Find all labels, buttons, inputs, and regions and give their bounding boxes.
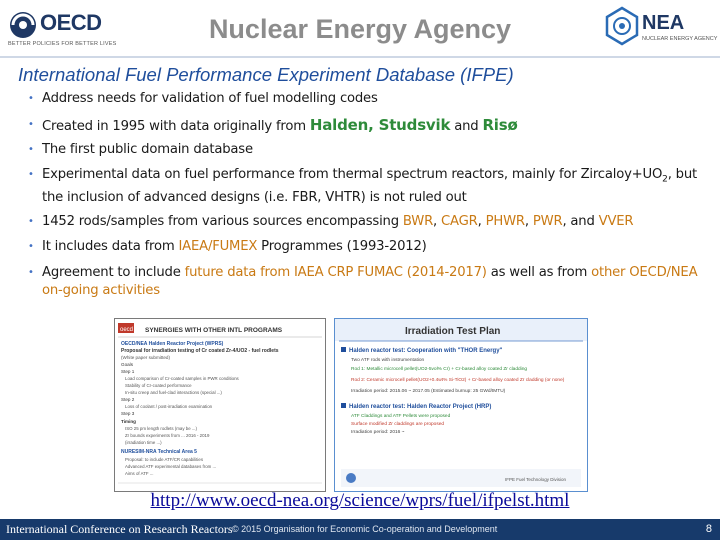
- separator: and: [450, 119, 483, 134]
- thumb-line: NURESIM-NRA Technical Area 5: [121, 449, 197, 455]
- reactor-pwr: PWR: [532, 213, 563, 229]
- separator: ,: [524, 213, 533, 229]
- bullet-text: The first public domain database: [42, 142, 253, 157]
- thumb-section1: Halden reactor test: Cooperation with "THOR Energy": [349, 348, 503, 354]
- thumb-footer: IFPE Fuel Technology Division: [505, 477, 566, 482]
- bullet-text-cont: as well as from: [486, 264, 592, 280]
- thumb-line: Two ATF rods with instrumentation: [351, 358, 425, 363]
- conference-name: International Conference on Research Reactors: [6, 522, 233, 536]
- thumb-line: Surface modified Zr claddings are proposed: [351, 422, 445, 427]
- header: [0, 0, 720, 55]
- separator: ,: [433, 213, 442, 229]
- bullet-dot-icon: •: [28, 169, 34, 180]
- copyright-notice: © 2015 Organisation for Economic Co-operation and Development: [232, 524, 498, 534]
- separator: ,: [368, 116, 379, 134]
- header-divider: [0, 56, 720, 58]
- thumb-line: (White paper submitted): [121, 355, 171, 360]
- thumbnail-irradiation-content: [335, 319, 587, 491]
- reactor-phwr: PHWR: [485, 213, 525, 229]
- halden-name: Halden: [309, 116, 369, 134]
- header-title: Nuclear Energy Agency: [208, 14, 512, 44]
- bullet-text: It includes data from: [42, 238, 179, 254]
- nea-logo: [604, 6, 716, 50]
- oecd-tagline: BETTER POLICIES FOR BETTER LIVES: [8, 41, 117, 47]
- bullet-text: Created in 1995 with data originally from: [42, 119, 310, 134]
- thumbnail-synergies: [114, 318, 326, 492]
- thumb-line: ATF Claddings and ATF Pellets were proposed: [351, 414, 451, 419]
- thumb-line: Step 1: [121, 369, 135, 374]
- thumb-line: Proposal: to include ATF/CR capabilities: [125, 457, 204, 462]
- nea-tagline: NUCLEAR ENERGY AGENCY: [642, 36, 718, 42]
- thumb-line: Advanced ATF experimental databases from ...: [125, 464, 217, 469]
- reactor-vver: VVER: [598, 213, 634, 229]
- page-number: 8: [705, 523, 712, 535]
- bullet-text: Experimental data on fuel performance from thermal spectrum reactors, mainly for Zircaloy+UO: [42, 167, 663, 182]
- bullet-text-cont: Programmes (1993-2012): [257, 238, 427, 254]
- nea-emblem-icon: [604, 6, 640, 46]
- bullet-dot-icon: •: [28, 266, 34, 278]
- thumb-line: Irradiation period: 2015.06 ~ 2017.05 (Estimated burnup: 25 GWd/tMTU): [351, 389, 506, 394]
- bullet-item: [28, 116, 708, 136]
- oecd-wordmark: OECD: [40, 10, 102, 35]
- bullet-item: [28, 264, 708, 300]
- thumb-line: ISO 25 pm length rodlets (may be ...): [125, 426, 197, 431]
- thumb-line: Proposal for irradiation testing of Cr coated Zr-4/UO2 - fuel rodlets: [121, 348, 279, 354]
- bullet-item: [28, 238, 708, 256]
- nea-wordmark: NEA: [642, 12, 685, 34]
- thumbnail-irradiation-plan: [334, 318, 588, 492]
- bullet-dot-icon: •: [28, 240, 34, 252]
- slide-title: International Fuel Performance Experiment Database (IFPE): [18, 64, 514, 85]
- thumb-line: OECD/NEA Halden Reactor Project (WPRS): [121, 341, 224, 347]
- bullet-list: [28, 90, 708, 300]
- thumb-line: Rod 1: Metallic microcell pellet(UO2-5vol% Cr) + Cr-based alloy coated Zr cladding: [351, 367, 528, 372]
- studsvik-name: Studsvik: [378, 116, 451, 134]
- thumb-line: Goals: [121, 362, 134, 367]
- thumb-badge-label: oecd: [120, 327, 134, 333]
- bullet-text-cont: , but the inclusion of advanced designs (i.e. FBR, VHTR) is not ruled out: [42, 167, 697, 205]
- separator: ,: [477, 213, 486, 229]
- thumb-line: Stability of Cr-coated performance: [125, 383, 192, 388]
- bullet-item: [28, 213, 708, 231]
- bullet-item: [28, 141, 708, 159]
- subscript: 2: [662, 174, 668, 185]
- thumb-line: Irradiation period: 2016 ~: [351, 430, 405, 435]
- reactor-cagr: CAGR: [441, 213, 478, 229]
- bullet-text: Agreement to include: [42, 264, 185, 280]
- thumbnail-synergies-content: [115, 319, 325, 491]
- thumb-heading: SYNERGIES WITH OTHER INTL PROGRAMS: [145, 327, 283, 334]
- thumb-line: Rod 2: Ceramic microcell pellet(UO2+0.4wt% Si-TiO2) + Cr-based alloy coated Zr cladding (or none): [351, 378, 565, 383]
- bullet-dot-icon: •: [28, 119, 34, 130]
- bullet-item: [28, 90, 708, 108]
- thumb-line: Timing: [121, 419, 136, 424]
- separator: , and: [562, 213, 599, 229]
- thumb-line: (irradiation time ...): [125, 440, 162, 445]
- thumb-title: Irradiation Test Plan: [405, 326, 501, 337]
- thumb-line: In-situ creep and fuel-clad interactions (special ...): [125, 390, 222, 395]
- riso-name: Risø: [482, 116, 518, 134]
- thumb-line: Aims of ATF ...: [125, 471, 154, 476]
- bullet-dot-icon: •: [28, 93, 34, 104]
- future-data: future data from IAEA CRP FUMAC (2014-2017): [184, 264, 487, 280]
- iaea-fumex: IAEA/FUMEX: [178, 238, 258, 254]
- ifpe-database-link[interactable]: http://www.oecd-nea.org/science/wprs/fuel/ifpelst.html: [150, 490, 570, 511]
- thumb-line: Step 3: [121, 411, 135, 416]
- thumb-line: Load comparison of Cr-coated samples in PWR conditions: [125, 376, 239, 381]
- reactor-bwr: BWR: [402, 213, 434, 229]
- other-activities: other OECD/NEA on-going activities: [42, 264, 698, 298]
- thumb-line: Zr bounds experiments from ... 2016 - 2019: [125, 433, 210, 438]
- institute-logo-icon: [346, 473, 356, 483]
- bullet-text: Address needs for validation of fuel modelling codes: [42, 91, 378, 106]
- thumb-line: Step 2: [121, 397, 135, 402]
- bullet-dot-icon: •: [28, 144, 34, 155]
- bullet-text: 1452 rods/samples from various sources encompassing: [42, 213, 403, 229]
- bullet-dot-icon: •: [28, 215, 34, 227]
- thumb-section2: Halden reactor test: Halden Reactor Project (HRP): [349, 404, 492, 410]
- thumb-line: Loss of coolant / post-irradiation examination: [125, 404, 213, 409]
- bullet-item: [28, 166, 708, 207]
- footer-bar: [0, 519, 720, 540]
